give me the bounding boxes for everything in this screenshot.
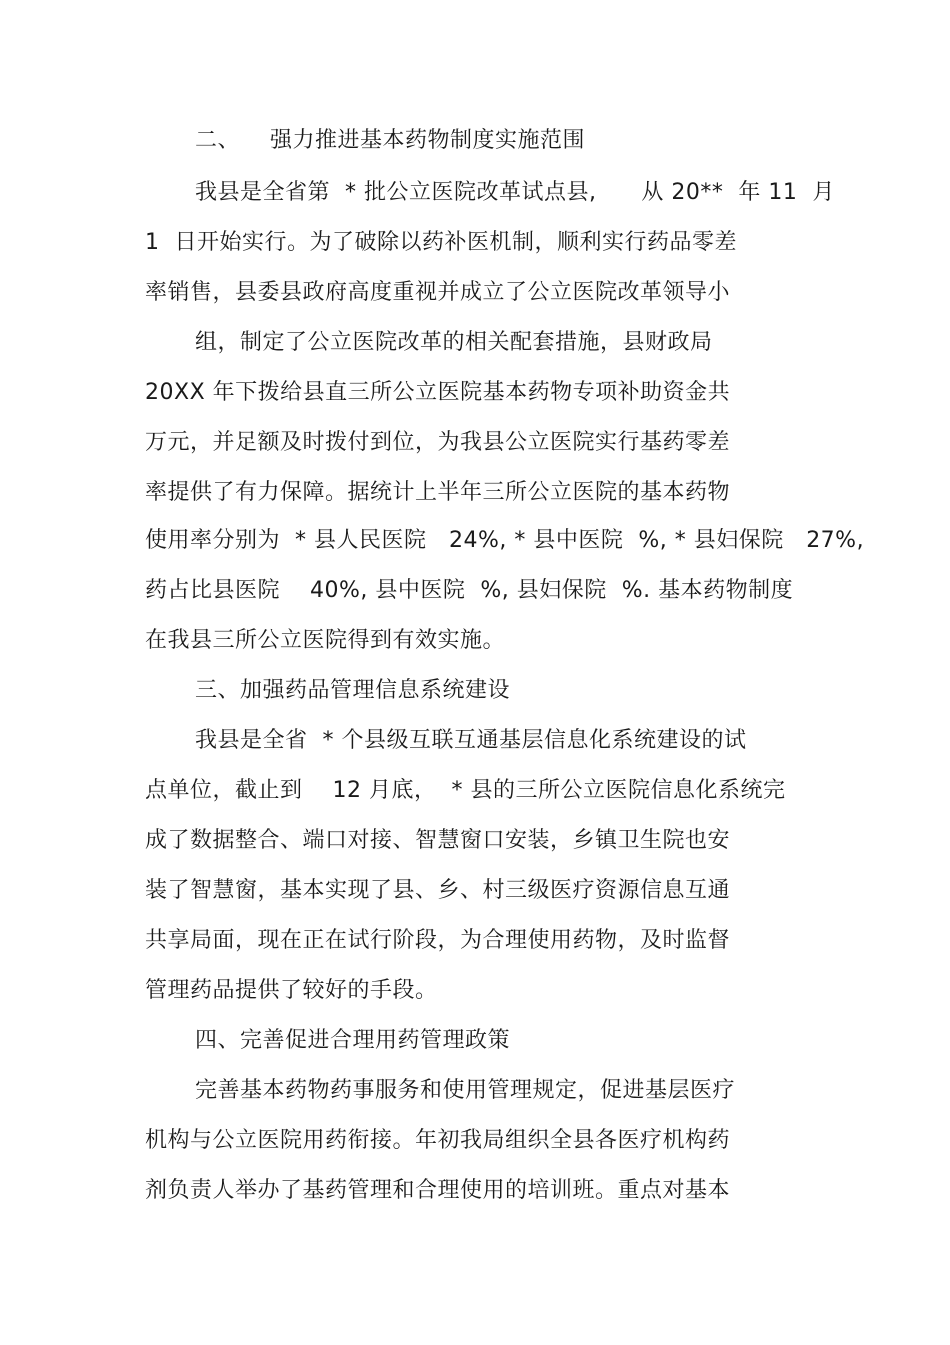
section-heading-2: 二、 强力推进基本药物制度实施范围 bbox=[195, 128, 585, 153]
paragraph-line: 剂负责人举办了基药管理和合理使用的培训班。重点对基本 bbox=[145, 1178, 731, 1203]
section-heading-4: 四、完善促进合理用药管理政策 bbox=[195, 1028, 511, 1053]
section-heading-3: 三、加强药品管理信息系统建设 bbox=[195, 678, 511, 703]
paragraph-line: 率销售，县委县政府高度重视并成立了公立医院改革领导小 bbox=[145, 280, 731, 305]
paragraph-line: 率提供了有力保障。据统计上半年三所公立医院的基本药物 bbox=[145, 480, 731, 505]
paragraph-line: 我县是全省第 * 批公立医院改革试点县, 从 20** 年 11 月 bbox=[195, 180, 835, 205]
paragraph-line: 点单位，截止到 12 月底， * 县的三所公立医院信息化系统完 bbox=[145, 778, 786, 803]
paragraph-line: 1 日开始实行。为了破除以药补医机制，顺利实行药品零差 bbox=[145, 230, 737, 255]
paragraph-line: 管理药品提供了较好的手段。 bbox=[145, 978, 438, 1003]
paragraph-line: 组，制定了公立医院改革的相关配套措施，县财政局 bbox=[195, 330, 713, 355]
paragraph-line: 完善基本药物药事服务和使用管理规定，促进基层医疗 bbox=[195, 1078, 736, 1103]
paragraph-line: 20XX 年下拨给县直三所公立医院基本药物专项补助资金共 bbox=[145, 380, 731, 405]
paragraph-line: 万元，并足额及时拨付到位，为我县公立医院实行基药零差 bbox=[145, 430, 731, 455]
paragraph-line: 装了智慧窗，基本实现了县、乡、村三级医疗资源信息互通 bbox=[145, 878, 731, 903]
paragraph-line: 使用率分别为 * 县人民医院 24%, * 县中医院 %, * 县妇保院 27%, bbox=[145, 528, 865, 553]
paragraph-line: 在我县三所公立医院得到有效实施。 bbox=[145, 628, 506, 653]
paragraph-line: 机构与公立医院用药衔接。年初我局组织全县各医疗机构药 bbox=[145, 1128, 731, 1153]
paragraph-line: 药占比县医院 40%, 县中医院 %, 县妇保院 %. 基本药物制度 bbox=[145, 578, 794, 603]
paragraph-line: 成了数据整合、端口对接、智慧窗口安装，乡镇卫生院也安 bbox=[145, 828, 731, 853]
paragraph-line: 共享局面，现在正在试行阶段，为合理使用药物，及时监督 bbox=[145, 928, 731, 953]
paragraph-line: 我县是全省 * 个县级互联互通基层信息化系统建设的试 bbox=[195, 728, 747, 753]
